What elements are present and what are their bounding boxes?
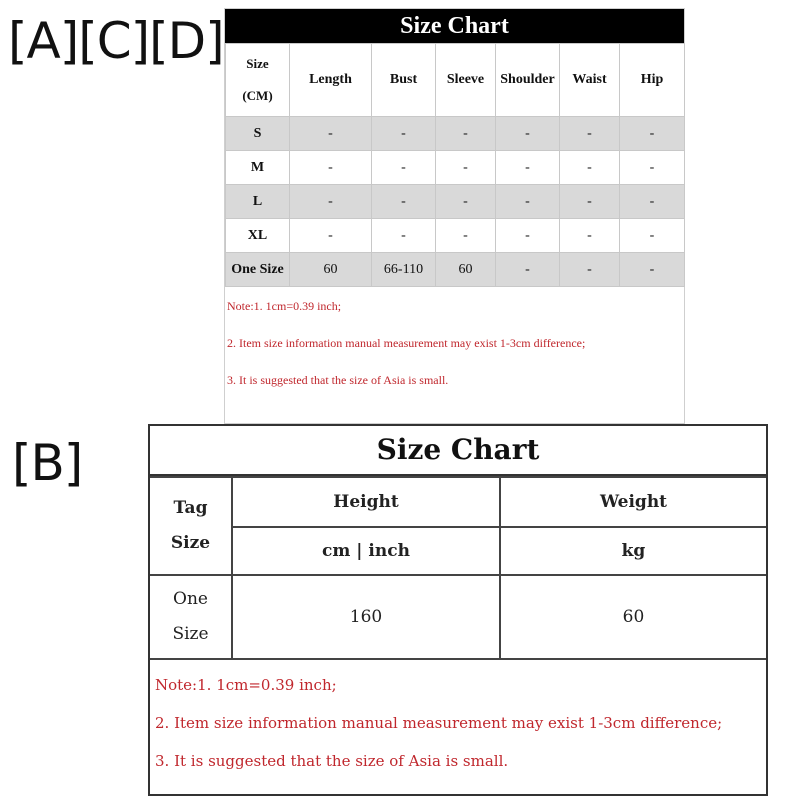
tag-line1: Tag bbox=[173, 498, 208, 518]
weight-header: Weight bbox=[500, 477, 766, 527]
note-line: Note:1. 1cm=0.39 inch; bbox=[227, 299, 342, 313]
cell: 60 bbox=[436, 253, 496, 287]
row-size-line2: Size bbox=[172, 624, 209, 644]
col-header: Sleeve bbox=[436, 44, 496, 117]
cell: - bbox=[560, 253, 620, 287]
cell: - bbox=[560, 151, 620, 185]
cell: - bbox=[290, 219, 372, 253]
cell: - bbox=[290, 117, 372, 151]
size-header-line1: Size bbox=[246, 56, 269, 71]
col-header: Bust bbox=[372, 44, 436, 117]
table-row bbox=[226, 117, 685, 151]
note-line: 2. Item size information manual measurement may exist 1-3cm difference; bbox=[155, 714, 723, 732]
cell: - bbox=[372, 185, 436, 219]
label-acd: [A][C][D] bbox=[8, 12, 224, 70]
cell: 60 bbox=[290, 253, 372, 287]
chart2-table bbox=[150, 476, 766, 660]
size-chart-simple bbox=[148, 424, 768, 796]
cell: 66-110 bbox=[372, 253, 436, 287]
weight-unit: kg bbox=[500, 527, 766, 575]
tag-size-header bbox=[150, 477, 232, 575]
cell: - bbox=[560, 117, 620, 151]
cell: - bbox=[496, 253, 560, 287]
table-row bbox=[226, 185, 685, 219]
note-line: 2. Item size information manual measurement may exist 1-3cm difference; bbox=[227, 336, 586, 350]
row-size: XL bbox=[226, 219, 290, 253]
note-line: 3. It is suggested that the size of Asia is small. bbox=[155, 752, 509, 770]
chart2-unit-row bbox=[150, 527, 766, 575]
size-header-line2: (CM) bbox=[242, 88, 273, 103]
cell: - bbox=[436, 219, 496, 253]
table-row bbox=[226, 219, 685, 253]
cell: - bbox=[436, 117, 496, 151]
height-unit: cm | inch bbox=[232, 527, 500, 575]
cell: - bbox=[436, 185, 496, 219]
cell: - bbox=[290, 185, 372, 219]
note-line: 3. It is suggested that the size of Asia is small. bbox=[227, 373, 449, 387]
cell: - bbox=[372, 117, 436, 151]
cell: - bbox=[290, 151, 372, 185]
row-size: One Size bbox=[226, 253, 290, 287]
table-row bbox=[226, 253, 685, 287]
chart1-table bbox=[225, 43, 685, 287]
cell: - bbox=[560, 219, 620, 253]
cell: - bbox=[496, 117, 560, 151]
col-header: Length bbox=[290, 44, 372, 117]
cell: - bbox=[620, 219, 685, 253]
cell: - bbox=[620, 185, 685, 219]
cell: - bbox=[620, 151, 685, 185]
label-b: [B] bbox=[12, 434, 83, 492]
weight-value: 60 bbox=[500, 575, 766, 659]
row-size: S bbox=[226, 117, 290, 151]
cell: - bbox=[372, 219, 436, 253]
size-chart-detailed bbox=[224, 8, 685, 424]
chart2-header-row bbox=[150, 477, 766, 527]
cell: - bbox=[620, 253, 685, 287]
row-size: L bbox=[226, 185, 290, 219]
tag-line2: Size bbox=[170, 533, 211, 553]
height-header: Height bbox=[232, 477, 500, 527]
cell: - bbox=[496, 219, 560, 253]
cell: - bbox=[372, 151, 436, 185]
cell: - bbox=[496, 151, 560, 185]
cell: - bbox=[620, 117, 685, 151]
table-row bbox=[226, 151, 685, 185]
row-size: M bbox=[226, 151, 290, 185]
cell: - bbox=[496, 185, 560, 219]
chart1-size-header bbox=[226, 44, 290, 117]
chart2-notes bbox=[150, 660, 766, 788]
col-header: Hip bbox=[620, 44, 685, 117]
cell: - bbox=[436, 151, 496, 185]
col-header: Waist bbox=[560, 44, 620, 117]
cell: - bbox=[560, 185, 620, 219]
col-header: Shoulder bbox=[496, 44, 560, 117]
chart1-header-row bbox=[226, 44, 685, 117]
chart2-title: Size Chart bbox=[150, 426, 766, 476]
height-value: 160 bbox=[232, 575, 500, 659]
table-row bbox=[150, 575, 766, 659]
note-line: Note:1. 1cm=0.39 inch; bbox=[155, 676, 337, 694]
chart1-notes bbox=[225, 287, 684, 406]
row-size-line1: One bbox=[173, 589, 208, 609]
chart1-title: Size Chart bbox=[225, 9, 684, 43]
row-size bbox=[150, 575, 232, 659]
